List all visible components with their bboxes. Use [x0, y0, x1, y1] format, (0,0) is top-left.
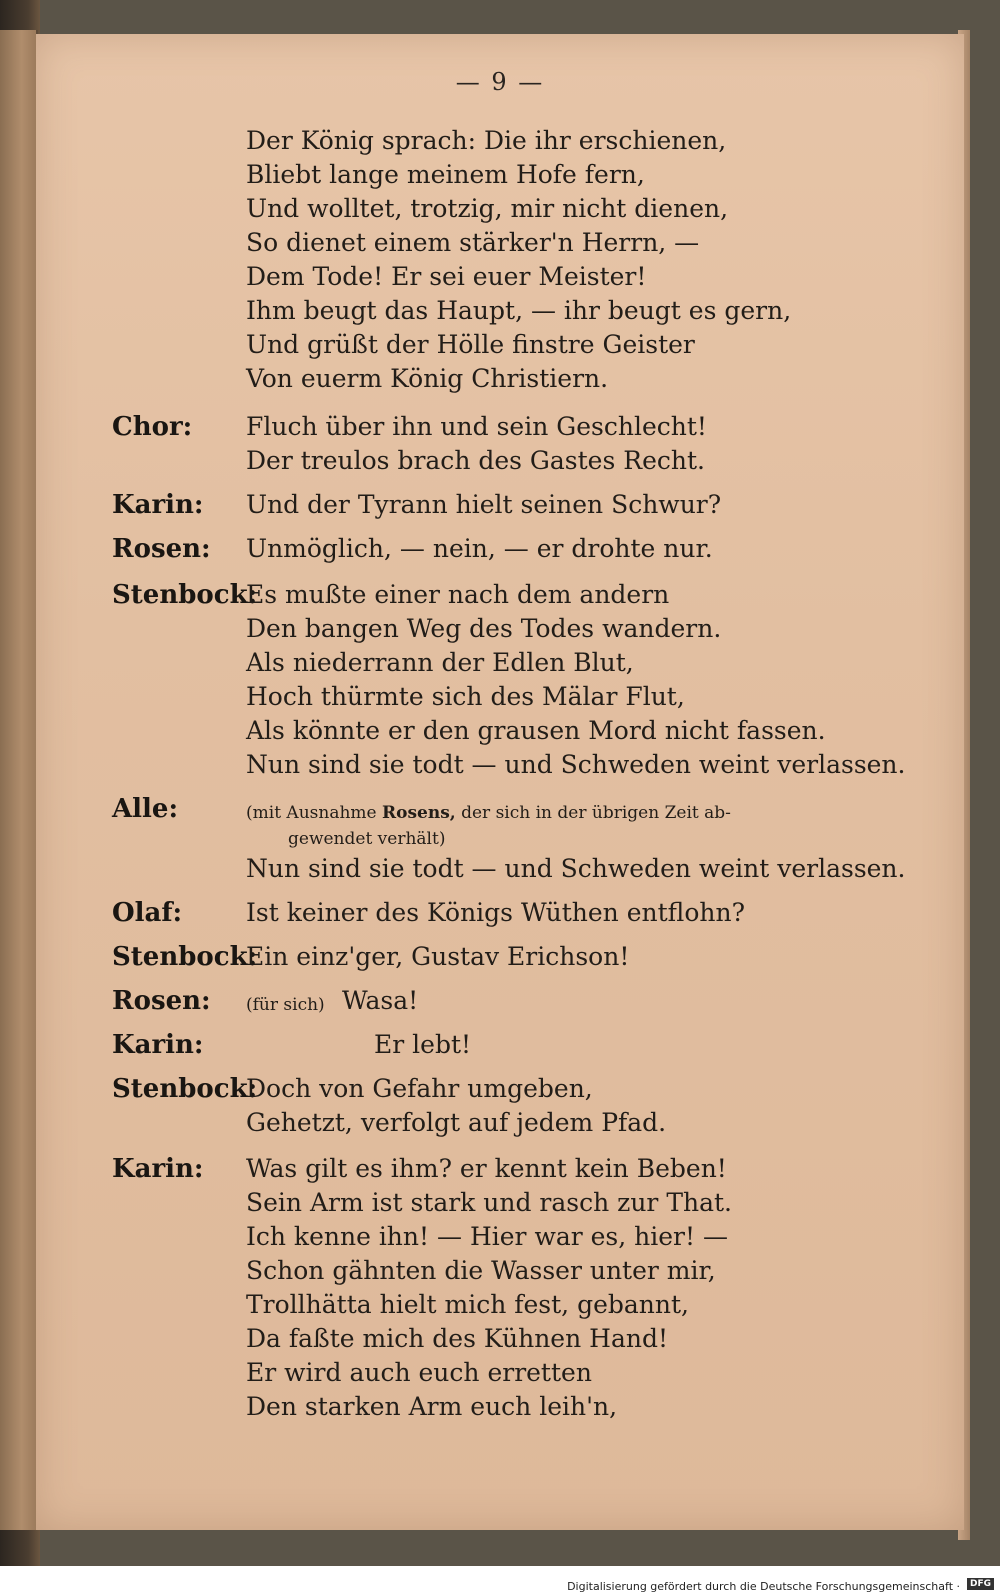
speaker-stenbock: Stenbock:: [112, 1074, 258, 1104]
verse-line: Nun sind sie todt — und Schweden weint verlassen.: [246, 854, 906, 883]
speaker-alle: Alle:: [112, 794, 179, 824]
verse-line: Wasa!: [342, 986, 419, 1015]
verse-line: Ihm beugt das Haupt, — ihr beugt es gern,: [246, 296, 792, 325]
verse-line: Hoch thürmte sich des Mälar Flut,: [246, 682, 685, 711]
verse-line: Von euerm König Christiern.: [246, 364, 609, 393]
verse-line: Sein Arm ist stark und rasch zur That.: [246, 1188, 732, 1217]
verse-line: Unmöglich, — nein, — er drohte nur.: [246, 534, 713, 563]
stage-direction-name: Rosens,: [382, 803, 456, 823]
verse-line: Der König sprach: Die ihr erschienen,: [246, 126, 727, 155]
speaker-karin: Karin:: [112, 1154, 204, 1184]
verse-line: Und der Tyrann hielt seinen Schwur?: [246, 490, 722, 519]
speaker-chor: Chor:: [112, 412, 193, 442]
footer-credit: Digitalisierung gefördert durch die Deutsche Forschungsgemeinschaft ·: [567, 1580, 960, 1593]
verse-line: Den starken Arm euch leih'n,: [246, 1392, 618, 1421]
verse-line: Ein einz'ger, Gustav Erichson!: [246, 942, 630, 971]
speaker-rosen: Rosen:: [112, 986, 211, 1016]
verse-line: Es mußte einer nach dem andern: [246, 580, 670, 609]
verse-line: Den bangen Weg des Todes wandern.: [246, 614, 722, 643]
verse-line: Schon gähnten die Wasser unter mir,: [246, 1256, 716, 1285]
verse-line: Als könnte er den grausen Mord nicht fassen.: [246, 716, 826, 745]
facing-page-edge: [0, 30, 38, 1530]
stage-direction: gewendet verhält): [288, 829, 446, 849]
verse-line: Dem Tode! Er sei euer Meister!: [246, 262, 647, 291]
verse-line: Doch von Gefahr umgeben,: [246, 1074, 593, 1103]
verse-line: Ich kenne ihn! — Hier war es, hier! —: [246, 1222, 728, 1251]
verse-line: Als niederrann der Edlen Blut,: [246, 648, 634, 677]
stage-direction-text: (mit Ausnahme: [246, 803, 377, 823]
stage-direction-text: der sich in der übrigen Zeit ab-: [461, 803, 731, 823]
stage-direction: (für sich): [246, 995, 325, 1015]
verse-line: Trollhätta hielt mich fest, gebannt,: [246, 1290, 689, 1319]
dfg-logo: DFG: [967, 1578, 994, 1590]
verse-line: Da faßte mich des Kühnen Hand!: [246, 1324, 668, 1353]
speaker-stenbock: Stenbock:: [112, 942, 258, 972]
speaker-olaf: Olaf:: [112, 898, 183, 928]
verse-line: Was gilt es ihm? er kennt kein Beben!: [246, 1154, 727, 1183]
verse-line: So dienet einem stärker'n Herrn, —: [246, 228, 700, 257]
verse-line: Gehetzt, verfolgt auf jedem Pfad.: [246, 1108, 667, 1137]
speaker-karin: Karin:: [112, 490, 204, 520]
verse-line: Er lebt!: [374, 1030, 472, 1059]
verse-line: Nun sind sie todt — und Schweden weint verlassen.: [246, 750, 906, 779]
speaker-stenbock: Stenbock:: [112, 580, 258, 610]
verse-line: Und wolltet, trotzig, mir nicht dienen,: [246, 194, 729, 223]
speaker-karin: Karin:: [112, 1030, 204, 1060]
verse-line: Ist keiner des Königs Wüthen entflohn?: [246, 898, 745, 927]
verse-line: Fluch über ihn und sein Geschlecht!: [246, 412, 707, 441]
book-page: [36, 34, 964, 1530]
verse-line: Der treulos brach des Gastes Recht.: [246, 446, 705, 475]
verse-line: Er wird auch euch erretten: [246, 1358, 592, 1387]
page-number: — 9 —: [455, 68, 545, 96]
speaker-rosen: Rosen:: [112, 534, 211, 564]
verse-line: Und grüßt der Hölle finstre Geister: [246, 330, 695, 359]
verse-line: Bliebt lange meinem Hofe fern,: [246, 160, 645, 189]
